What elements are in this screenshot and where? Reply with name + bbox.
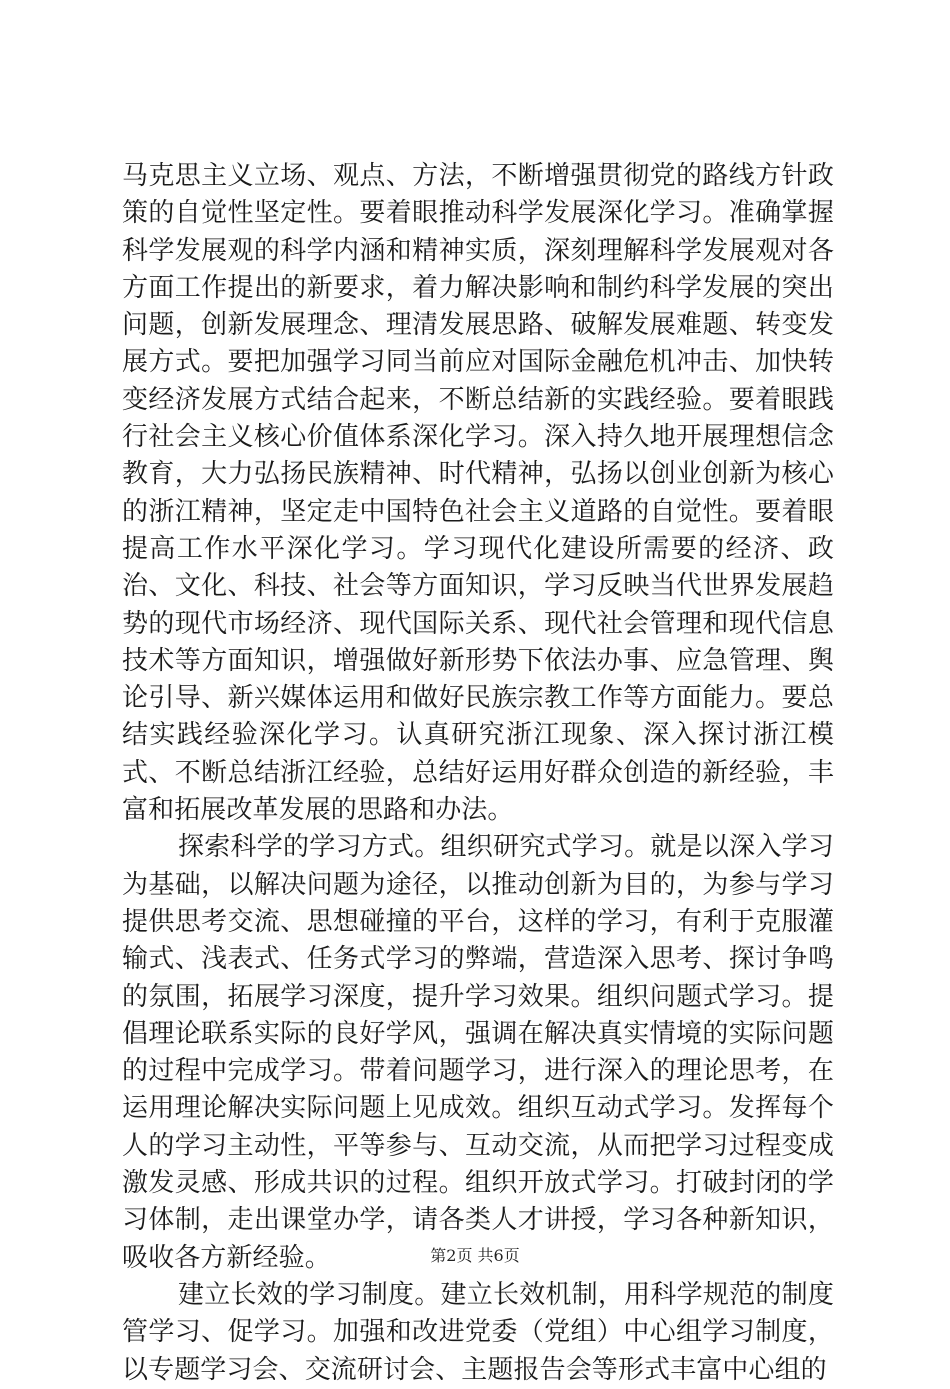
paragraph-2: 探索科学的学习方式。组织研究式学习。就是以深入学习为基础，以解决问题为途径，以推动创新为目的，为参与学习提供思考交流、思想碰撞的平台，这样的学习，有利于克服灌输式、浅表式、任务式学习的弊端，营造深入思考、探讨争鸣的氛围，拓展学习深度，提升学习效果。组织问题式学习。提倡理论联系实际的良好学风，强调在解决真实情境的实际问题的过程中完成学习。带着问题学习，进行深入的理论思考，在运用理论解决实际问题上见成效。组织互动式学习。发挥每个人的学习主动性，平等参与、互动交流，从而把学习过程变成激发灵感、形成共识的过程。组织开放式学习。打破封闭的学习体制，走出课堂办学，请各类人才讲授，学习各种新知识，吸收各方新经验。	[122, 832, 834, 1273]
paragraph-1: 马克思主义立场、观点、方法，不断增强贯彻党的路线方针政策的自觉性坚定性。要着眼推动科学发展深化学习。准确掌握科学发展观的科学内涵和精神实质，深刻理解科学发展观对各方面工作提出的新要求，着力解决影响和制约科学发展的突出问题，创新发展理念、理清发展思路、破解发展难题、转变发展方式。要把加强学习同当前应对国际金融危机冲击、加快转变经济发展方式结合起来，不断总结新的实践经验。要着眼践行社会主义核心价值体系深化学习。深入持久地开展理想信念教育，大力弘扬民族精神、时代精神，弘扬以创业创新为核心的浙江精神，坚定走中国特色社会主义道路的自觉性。要着眼提高工作水平深化学习。学习现代化建设所需要的经济、政治、文化、科技、社会等方面知识，学习反映当代世界发展趋势的现代市场经济、现代国际关系、现代社会管理和现代信息技术等方面知识，增强做好新形势下依法办事、应急管理、舆论引导、新兴媒体运用和做好民族宗教工作等方面能力。要总结实践经验深化学习。认真研究浙江现象、深入探讨浙江模式、不断总结浙江经验，总结好运用好群众创造的新经验，丰富和拓展改革发展的思路和办法。	[122, 161, 834, 826]
paragraph-3: 建立长效的学习制度。建立长效机制，用科学规范的制度管学习、促学习。加强和改进党委（党组）中心组学习制度，以专题学习会、交流研讨会、主题报告会等形式丰富中心组的	[122, 1279, 834, 1385]
page-footer: 第2页 共6页	[430, 1246, 520, 1265]
document-body	[122, 158, 834, 1389]
